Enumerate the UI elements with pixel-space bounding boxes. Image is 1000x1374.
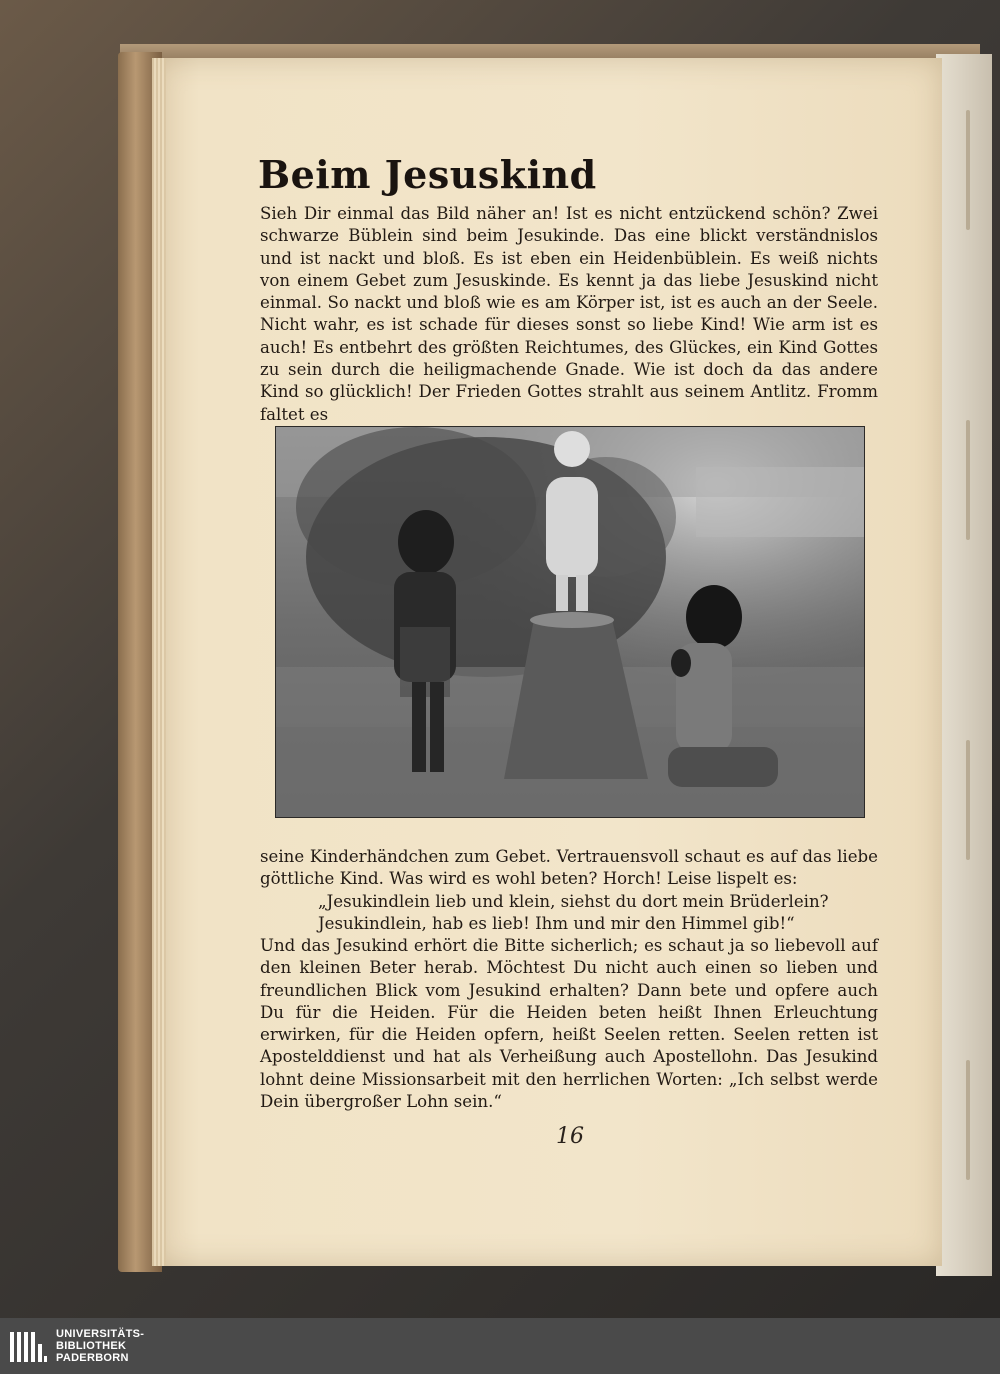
paragraph-continued: seine Kinderhändchen zum Gebet. Vertrauensvoll schaut es auf das liebe göttliche Kind. Was wird es wohl beten? Horch! Leise lispelt es: xyxy=(260,847,878,889)
page-number: 16 xyxy=(556,1124,584,1149)
library-footer-bar xyxy=(0,1318,1000,1374)
library-logo-icon xyxy=(8,1326,48,1370)
binding-stitch xyxy=(966,110,970,230)
paragraph-intro: Sieh Dir einmal das Bild näher an! Ist es nicht entzückend schön? Zwei schwarze Büblein sind beim Jesukinde. Das eine blickt verständnislos und ist nackt und bloß. Es ist eben ein Heidenbüblein. Es weiß nichts von einem Gebet zum Jesuskinde. Es kennt ja das liebe Jesuskind nicht einmal. So nackt und bloß wie es am Körper ist, ist es auch an der Seele. Nicht wahr, es ist schade für dieses sonst so liebe Kind! Wie arm ist es auch! Es entbehrt des größten Reichtumes, des Glückes, ein Kind Gottes zu sein durch die heiligmachende Gnade. Wie ist doch da das andere Kind so glücklich! Der Frieden Gottes strahlt aus seinem Antlitz. Fromm faltet es xyxy=(260,204,878,424)
photograph-children-at-statue xyxy=(276,427,864,817)
binding-stitch xyxy=(966,420,970,540)
facing-page-binding xyxy=(936,54,992,1276)
library-name-line: BIBLIOTHEK xyxy=(56,1340,127,1352)
page-stack-edge xyxy=(152,58,166,1266)
binding-stitch xyxy=(966,740,970,860)
page-title: Beim Jesuskind xyxy=(258,152,597,197)
library-name xyxy=(56,1328,144,1364)
prayer-verse-line-1: „Jesukindlein lieb und klein, siehst du dort mein Brüderlein? xyxy=(318,892,829,911)
library-name-line: UNIVERSITÄTS- xyxy=(56,1328,145,1340)
paragraph-closing: Und das Jesukind erhört die Bitte sicherlich; es schaut ja so liebevoll auf den kleinen Beter herab. Möchtest Du nicht auch einen so lieben und freundlichen Blick vom Jesukind erhalten? Dann bete und opfere auch Du für die Heiden. Für die Heiden beten heißt Ihnen Erleuchtung erwirken, für die Heiden opfern, heißt Seelen retten. Seelen retten ist Apostelddienst und hat als Verheißung auch Apostellohn. Das Jesukind lohnt deine Missionsarbeit mit den herrlichen Worten: „Ich selbst werde Dein übergroßer Lohn sein.“ xyxy=(260,936,878,1112)
binding-stitch xyxy=(966,1060,970,1180)
library-name-line: PADERBORN xyxy=(56,1352,129,1364)
prayer-verse-line-2: Jesukindlein, hab es lieb! Ihm und mir den Himmel gib!“ xyxy=(318,914,795,933)
